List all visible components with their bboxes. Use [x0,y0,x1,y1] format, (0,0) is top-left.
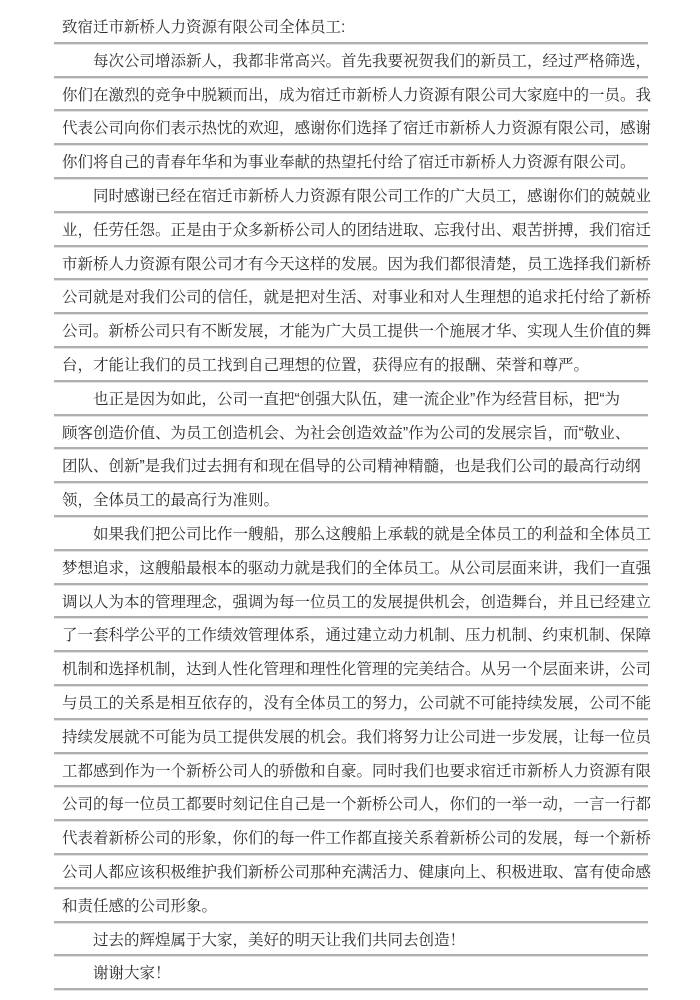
document-line-7 [54,213,652,247]
document-line-19 [54,618,652,652]
document-line-11 [54,348,648,382]
line-text: 台，才能让我们的员工找到自己理想的位置，获得应有的报酬、荣誉和尊严。 [62,356,590,374]
line-text: 机制和选择机制，达到人性化管理和理性化管理的完美结合。从另一个层面来讲，公司 [62,661,652,679]
document-line-4 [54,111,652,145]
line-text: 如果我们把公司比作一艘船，那么这艘船上承载的就是全体员工的利益和全体员工 [93,525,652,543]
line-text: 公司的每一位员工都要时刻记住自己是一个新桥公司人，你们的一举一动，一言一行都 [62,796,652,814]
document-line-29 [54,956,648,990]
document-line-27 [54,889,648,923]
document-line-9 [54,280,652,314]
line-text: 领，全体员工的最高行为准则。 [62,492,280,510]
document-line-16 [54,517,652,551]
line-text: 调以人为本的管理理念，强调为每一位员工的发展提供机会，创造舞台，并且已经建立 [62,593,652,611]
line-text: 谢谢大家！ [93,965,171,983]
document-line-10 [54,314,652,348]
line-text: 代表公司向你们表示热忱的欢迎，感谢你们选择了宿迁市新桥人力资源有限公司，感谢 [62,120,652,138]
line-text: 你们将自己的青春年华和为事业奉献的热望托付给了宿迁市新桥人力资源有限公司。 [62,154,636,172]
document-line-8 [54,247,652,281]
document-line-25 [54,821,652,855]
line-text: 也正是因为如此，公司一直把“创强大队伍，建一流企业”作为经营目标，把“为 [93,390,620,408]
line-text: 工都感到作为一个新桥公司人的骄傲和自豪。同时我们也要求宿迁市新桥人力资源有限 [62,762,652,780]
line-text: 代表着新桥公司的形象，你们的每一件工作都直接关系着新桥公司的发展，每一个新桥 [62,830,652,848]
line-text: 与员工的关系是相互依存的，没有全体员工的努力，公司就不可能持续发展，公司不能 [62,694,652,712]
line-text: 和责任感的公司形象。 [62,897,218,915]
line-text: 业，任劳任怨。正是由于众多新桥公司人的团结进取、忘我付出、艰苦拼搏，我们宿迁 [62,221,652,239]
line-text: 了一套科学公平的工作绩效管理体系，通过建立动力机制、压力机制、约束机制、保障 [62,627,652,645]
document-line-6 [54,179,652,213]
line-text: 同时感谢已经在宿迁市新桥人力资源有限公司工作的广大员工，感谢你们的兢兢业 [93,187,652,205]
document-line-18 [54,585,652,619]
line-text: 每次公司增添新人，我都非常高兴。首先我要祝贺我们的新员工，经过严格筛选， [93,52,652,70]
line-text: 市新桥人力资源有限公司才有今天这样的发展。因为我们都很清楚，员工选择我们新桥 [62,255,652,273]
line-text: 持续发展就不可能为员工提供发展的机会。我们将努力让公司进一步发展，让每一位员 [62,728,652,746]
line-text: 顾客创造价值、为员工创造机会、为社会创造效益”作为公司的发展宗旨，而“敬业、 [62,424,631,442]
document-line-14 [54,449,648,483]
document-line-2 [54,44,652,78]
document-line-23 [54,754,652,788]
document-line-15 [54,483,648,517]
line-text: 公司就是对我们公司的信任，就是把对生活、对事业和对人生理想的追求托付给了新桥 [62,289,652,307]
document-line-13 [54,416,648,450]
document-line-28 [54,923,648,957]
line-text: 公司人都应该积极维护我们新桥公司那种充满活力、健康向上、积极进取、富有使命感 [62,863,652,881]
document-line-22 [54,720,652,754]
document-line-5 [54,145,648,179]
document-line-3 [54,78,652,112]
letter-body [54,10,652,990]
document-line-12 [54,382,648,416]
line-text: 致宿迁市新桥人力资源有限公司全体员工: [62,19,346,36]
line-text: 梦想追求，这艘船最根本的驱动力就是我们的全体员工。从公司层面来讲，我们一直强 [62,559,652,577]
document-line-26 [54,855,652,889]
document-line-21 [54,686,652,720]
line-text: 公司。新桥公司只有不断发展，才能为广大员工提供一个施展才华、实现人生价值的舞 [62,323,652,341]
line-text: 团队、创新”是我们过去拥有和现在倡导的公司精神精髓，也是我们公司的最高行动纲 [62,458,641,476]
document-line-24 [54,787,652,821]
line-text: 你们在激烈的竞争中脱颖而出，成为宿迁市新桥人力资源有限公司大家庭中的一员。我 [62,86,652,104]
line-text: 过去的辉煌属于大家，美好的明天让我们共同去创造！ [93,931,466,949]
document-line-1 [54,10,648,44]
document-line-17 [54,551,652,585]
document-line-20 [54,652,652,686]
